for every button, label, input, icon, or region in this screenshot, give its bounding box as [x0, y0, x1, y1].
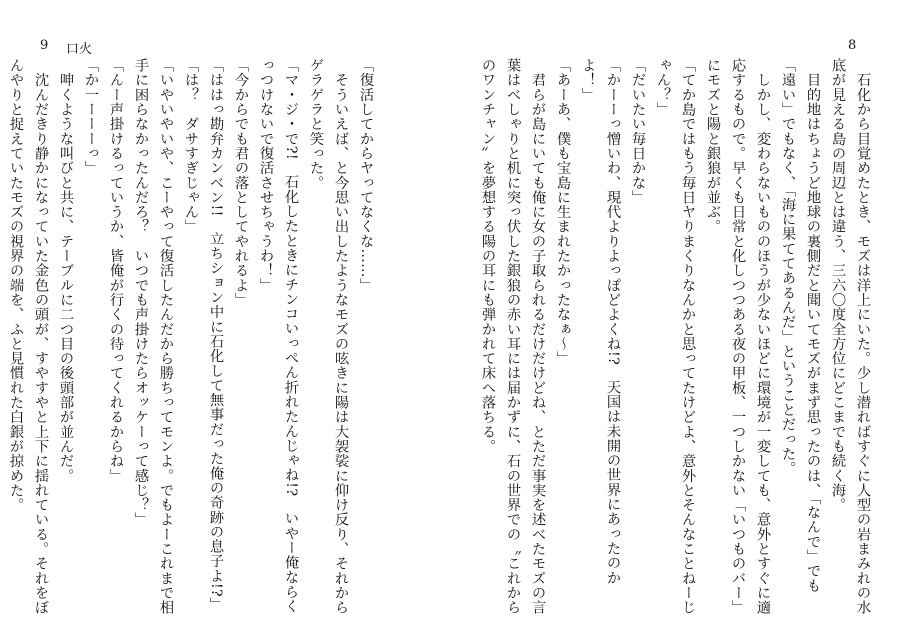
dialogue-line: 「ははっ勘弁カンベン!! 立ちション中に石化して無事だった俺の奇跡の息子よ!?」	[208, 58, 224, 612]
paragraph: 石化から目覚めたとき、モズは洋上にいた。少し潜ればすぐに人型の岩まみれの水底が見える島の周辺とは違う、三六〇度全方位にどこまでも続く海。	[830, 58, 871, 615]
dialogue-line: 「今からでも君の落としてやれるよ」	[233, 58, 249, 308]
dialogue-line: 「いやいやいや、こーやって復活したんだから勝ちってモンよ。でもよーこれまで相手に困らなかったんだろ？ いつでも声掛けたらオッケーって感じ？」	[133, 58, 174, 615]
dialogue-line: 「マ・ジ・で?! 石化したときにチンコいっぺん折れたんじゃね!? いやー俺ならくっつけないで復活させちゃうわ！」	[258, 58, 299, 614]
dialogue-line: 「だいたい毎日かな」	[630, 58, 646, 205]
paragraph: 目的地はちょうど地球の裏側だと聞いてモズがまず思ったのは、「なんで」でも「遠い」でもなく、「海に果ててあるんだ」ということだった。	[780, 58, 821, 593]
paragraph: そういえば、と今思い出したようなモズの呟きに陽は大袈裟に仰け反り、それからゲラゲラと笑った。	[308, 58, 349, 615]
paragraph: しかし、変わらないもののほうが少ないほどに環境が一変しても、意外とすぐに適応するもので。早くも日常と化しつつある夜の甲板、一つしかない「いつものバー」にモズと陽と銀狼が並ぶ。	[705, 58, 771, 615]
dialogue-line: 「かーーっ憎いわ、現代よりよっぽどよくね!? 天国は未開の世界にあったのかよ！」	[580, 58, 621, 585]
dialogue-line: 「か一ーーーっ」	[83, 58, 99, 176]
paragraph: 君らが島にいても俺に女の子取られるだけだけどね、とただ事実を述べたモズの言葉はベしゃりと机に突っ伏した銀狼の赤い耳には届かずに、石の世界での〝これからのワンチャン〟を夢想する陽の耳にも弾かれて床へ落ちる。	[480, 58, 546, 615]
left-page-number: 9	[40, 38, 49, 53]
dialogue-line: 「あーあ、僕も宝島に生まれたかったなぁ～」	[555, 58, 571, 366]
dialogue-line: 「は？ ダサすぎじゃん」	[183, 58, 199, 234]
right-page-body	[480, 58, 875, 618]
paragraph: 呻くような叫びと共に、テーブルに二つ目の後頭部が並んだ。	[58, 58, 74, 483]
paragraph: 沈んだきり静かになっていた金色の頭が、すやすやと上下に揺れている。それをぼんやりと捉えていたモズの視界の端を、ふと見慣れた白銀が掠めた。	[8, 58, 49, 615]
right-page-number: 8	[848, 38, 857, 53]
left-page-body	[8, 58, 378, 618]
left-page-running-title: 口火	[66, 42, 93, 57]
dialogue-line: 「んー声掛けるっていうか、皆俺が行くの待ってくれるからね」	[108, 58, 124, 483]
dialogue-line: 「復活してからヤってなくな……」	[358, 58, 374, 293]
dialogue-line: 「てか島ではもう毎日ヤりまくりなんかと思ってたけどよ、意外とそんなことねーじゃん？」	[655, 58, 696, 615]
